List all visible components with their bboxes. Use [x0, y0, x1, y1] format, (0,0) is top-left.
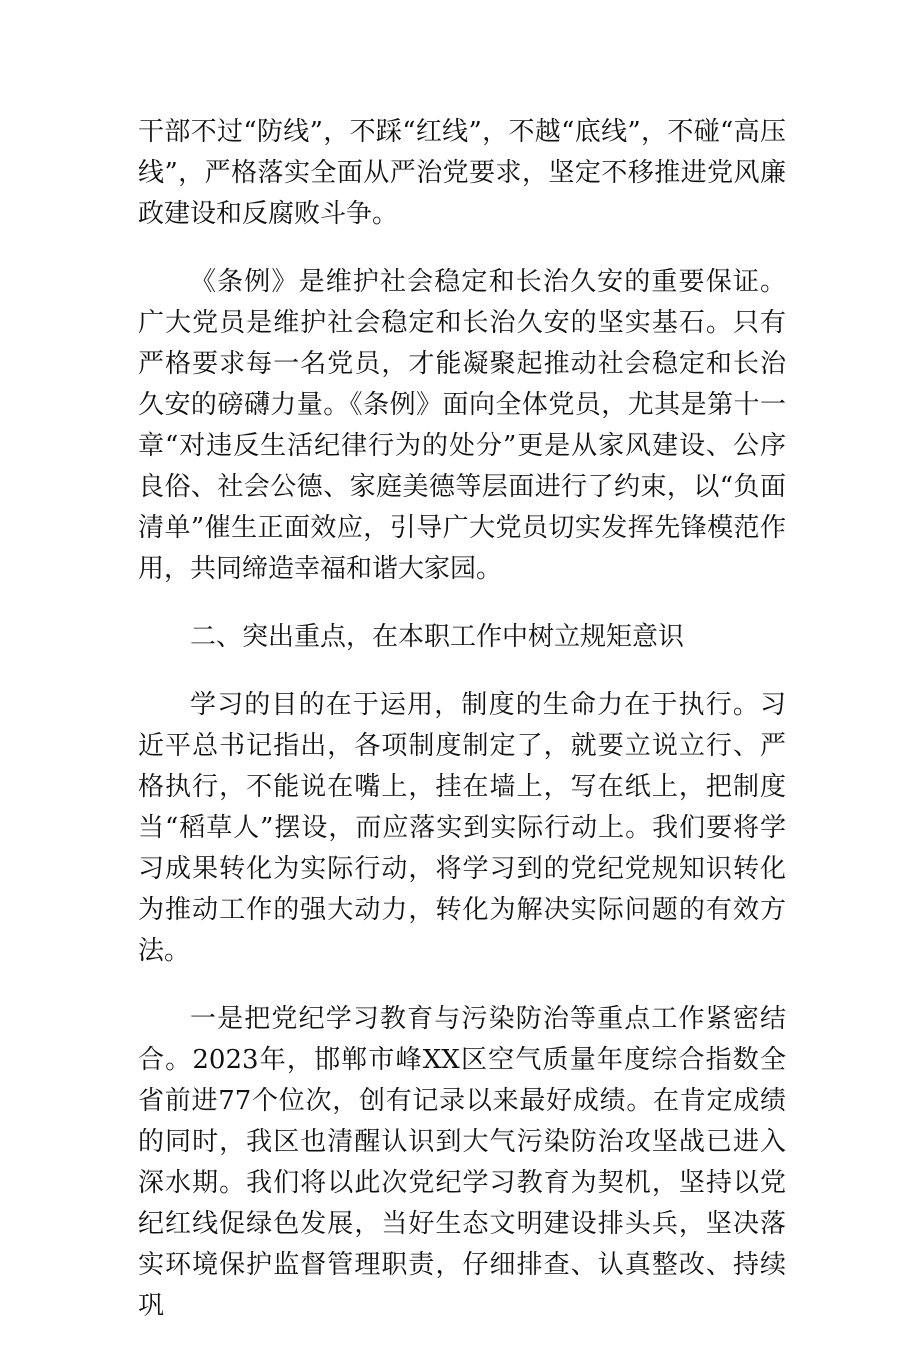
- paragraph-implementation: 学习的目的在于运用，制度的生命力在于执行。习近平总书记指出，各项制度制定了，就要立说立行、严格执行，不能说在嘴上，挂在墙上，写在纸上，把制度当“稻草人”摆设，而应落实到实际行动上。我们要将学习成果转化为实际行动，将学习到的党纪党规知识转化为推动工作的强大动力，转化为解决实际问题的有效方法。: [138, 690, 786, 966]
- document-body: [138, 112, 786, 1354]
- paragraph-continued: 干部不过“防线”，不踩“红线”，不越“底线”，不碰“高压线”，严格落实全面从严治党要求，坚定不移推进党风廉政建设和反腐败斗争。: [138, 117, 786, 229]
- section-heading-2: 二、突出重点，在本职工作中树立规矩意识: [190, 622, 685, 652]
- paragraph-pollution-control: 一是把党纪学习教育与污染防治等重点工作紧密结合。2023年，邯郸市峰XX区空气质量年度综合指数全省前进77个位次，创有记录以来最好成绩。在肯定成绩的同时，我区也清醒认识到大气污染防治攻坚战已进入深水期。我们将以此次党纪学习教育为契机，坚持以党纪红线促绿色发展，当好生态文明建设排头兵，坚决落实环境保护监督管理职责，仔细排查、认真整改、持续巩: [138, 1004, 786, 1321]
- paragraph-regulation-importance: 《条例》是维护社会稳定和长治久安的重要保证。广大党员是维护社会稳定和长治久安的坚实基石。只有严格要求每一名党员，才能凝聚起推动社会稳定和长治久安的磅礴力量。《条例》面向全体党员，尤其是第十一章“对违反生活纪律行为的处分”更是从家风建设、公序良俗、社会公德、家庭美德等层面进行了约束，以“负面清单”催生正面效应，引导广大党员切实发挥先锋模范作用，共同缔造幸福和谐大家园。: [138, 267, 786, 584]
